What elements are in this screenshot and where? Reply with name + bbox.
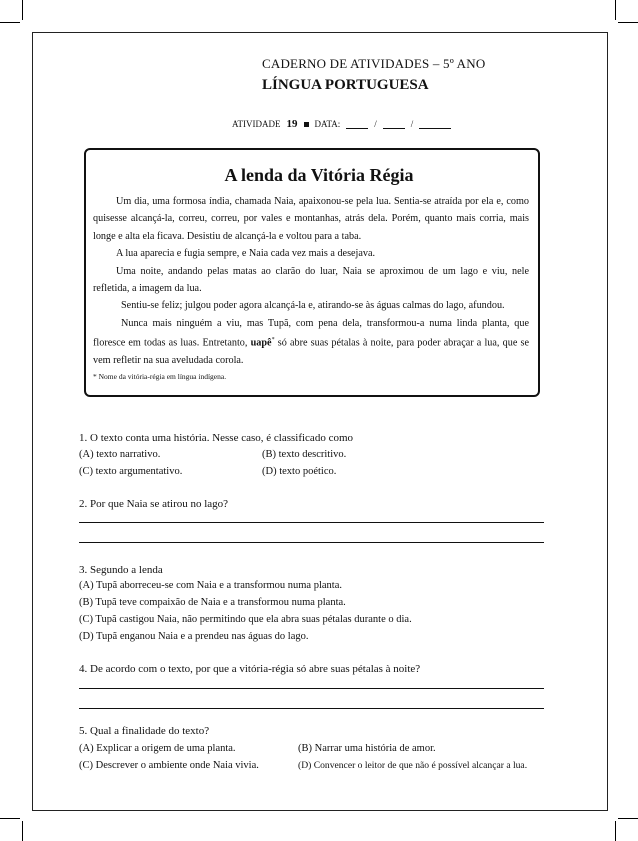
story-paragraph: Sentiu-se feliz; julgou poder agora alcançá-la e, atirando-se às águas calmas do lago, afundou. — [121, 300, 505, 312]
answer-line[interactable] — [79, 708, 544, 709]
q3-option-a[interactable]: (A) Tupã aborreceu-se com Naia e a transformou numa planta. — [79, 580, 342, 591]
story-keyword: uapê — [250, 337, 272, 349]
q1-option-a[interactable]: (A) texto narrativo. — [79, 449, 161, 460]
date-year-field[interactable] — [419, 119, 451, 129]
crop-mark — [0, 818, 20, 819]
date-separator: / — [374, 119, 377, 129]
q3-option-b[interactable]: (B) Tupã teve compaixão de Naia e a transformou numa planta. — [79, 597, 346, 608]
story-paragraph: A lua aparecia e fugia sempre, e Naia cada vez mais a desejava. — [116, 248, 376, 260]
footnote: * Nome da vitória-régia em língua indígena. — [93, 372, 227, 381]
story-text-part: Nunca mais ninguém a viu, mas Tupã, com pena dela, transformou-a numa linda planta, que floresce em todas as luas. Entretanto, — [93, 317, 529, 349]
date-label: DATA: — [314, 119, 341, 129]
story-paragraph — [93, 315, 529, 370]
crop-mark — [618, 818, 638, 819]
answer-line[interactable] — [79, 688, 544, 689]
crop-mark — [615, 0, 616, 20]
question-1: 1. O texto conta uma história. Nesse caso, é classificado como — [79, 432, 354, 444]
q5-option-d[interactable]: (D) Convencer o leitor de que não é possível alcançar a lua. — [298, 760, 528, 771]
question-3: 3. Segundo a lenda — [79, 564, 163, 576]
square-bullet-icon — [304, 122, 309, 127]
story-title: A lenda da Vitória Régia — [224, 165, 414, 185]
footnote-marker: * — [271, 337, 275, 344]
q3-option-c[interactable]: (C) Tupã castigou Naia, não permitindo que ela abra suas pétalas durante o dia. — [79, 614, 412, 625]
story-text-part: só abre suas pétalas à noite, para poder abraçar a lua, que se vem refletir na sua aveludada corola. — [93, 337, 529, 367]
q3-option-d[interactable]: (D) Tupã enganou Naia e a prendeu nas águas do lago. — [79, 631, 309, 642]
date-month-field[interactable] — [383, 119, 405, 129]
q5-option-b[interactable]: (B) Narrar uma história de amor. — [298, 743, 436, 754]
activity-label: ATIVIDADE — [232, 119, 281, 129]
q1-option-c[interactable]: (C) texto argumentativo. — [79, 466, 183, 477]
story-text — [93, 193, 529, 369]
answer-line[interactable] — [79, 542, 544, 543]
date-day-field[interactable] — [346, 119, 368, 129]
question-2: 2. Por que Naia se atirou no lago? — [79, 498, 229, 510]
answer-line[interactable] — [79, 522, 544, 523]
subject-title: LÍNGUA PORTUGUESA — [262, 77, 429, 93]
activity-header — [232, 118, 451, 130]
q1-option-d[interactable]: (D) texto poético. — [262, 466, 337, 477]
crop-mark — [22, 821, 23, 841]
question-4: 4. De acordo com o texto, por que a vitória-régia só abre suas pétalas à noite? — [79, 663, 421, 675]
crop-mark — [22, 0, 23, 20]
activity-number: 19 — [286, 118, 298, 130]
story-paragraph: Um dia, uma formosa índia, chamada Naia, apaixonou-se pela lua. Sentia-se atraída por ela e, como quisesse alcançá-la, correu, correu, por vales e montanhas, atrás dela. Porém, quanto mais corria, mais longe e alta ela ficava. Desistiu de alcançá-la e voltou para a taba. — [93, 196, 529, 242]
question-5: 5. Qual a finalidade do texto? — [79, 725, 210, 737]
q1-option-b[interactable]: (B) texto descritivo. — [262, 449, 347, 460]
workbook-title: CADERNO DE ATIVIDADES – 5º ANO — [262, 56, 486, 71]
date-separator: / — [410, 119, 414, 129]
crop-mark — [615, 821, 616, 841]
crop-mark — [618, 22, 638, 23]
q5-option-c[interactable]: (C) Descrever o ambiente onde Naia vivia. — [79, 760, 259, 771]
crop-mark — [0, 22, 20, 23]
story-paragraph: Uma noite, andando pelas matas ao clarão do luar, Naia se aproximou de um lago e viu, nele refletida, a imagem da lua. — [93, 265, 529, 295]
q5-option-a[interactable]: (A) Explicar a origem de uma planta. — [79, 743, 236, 754]
